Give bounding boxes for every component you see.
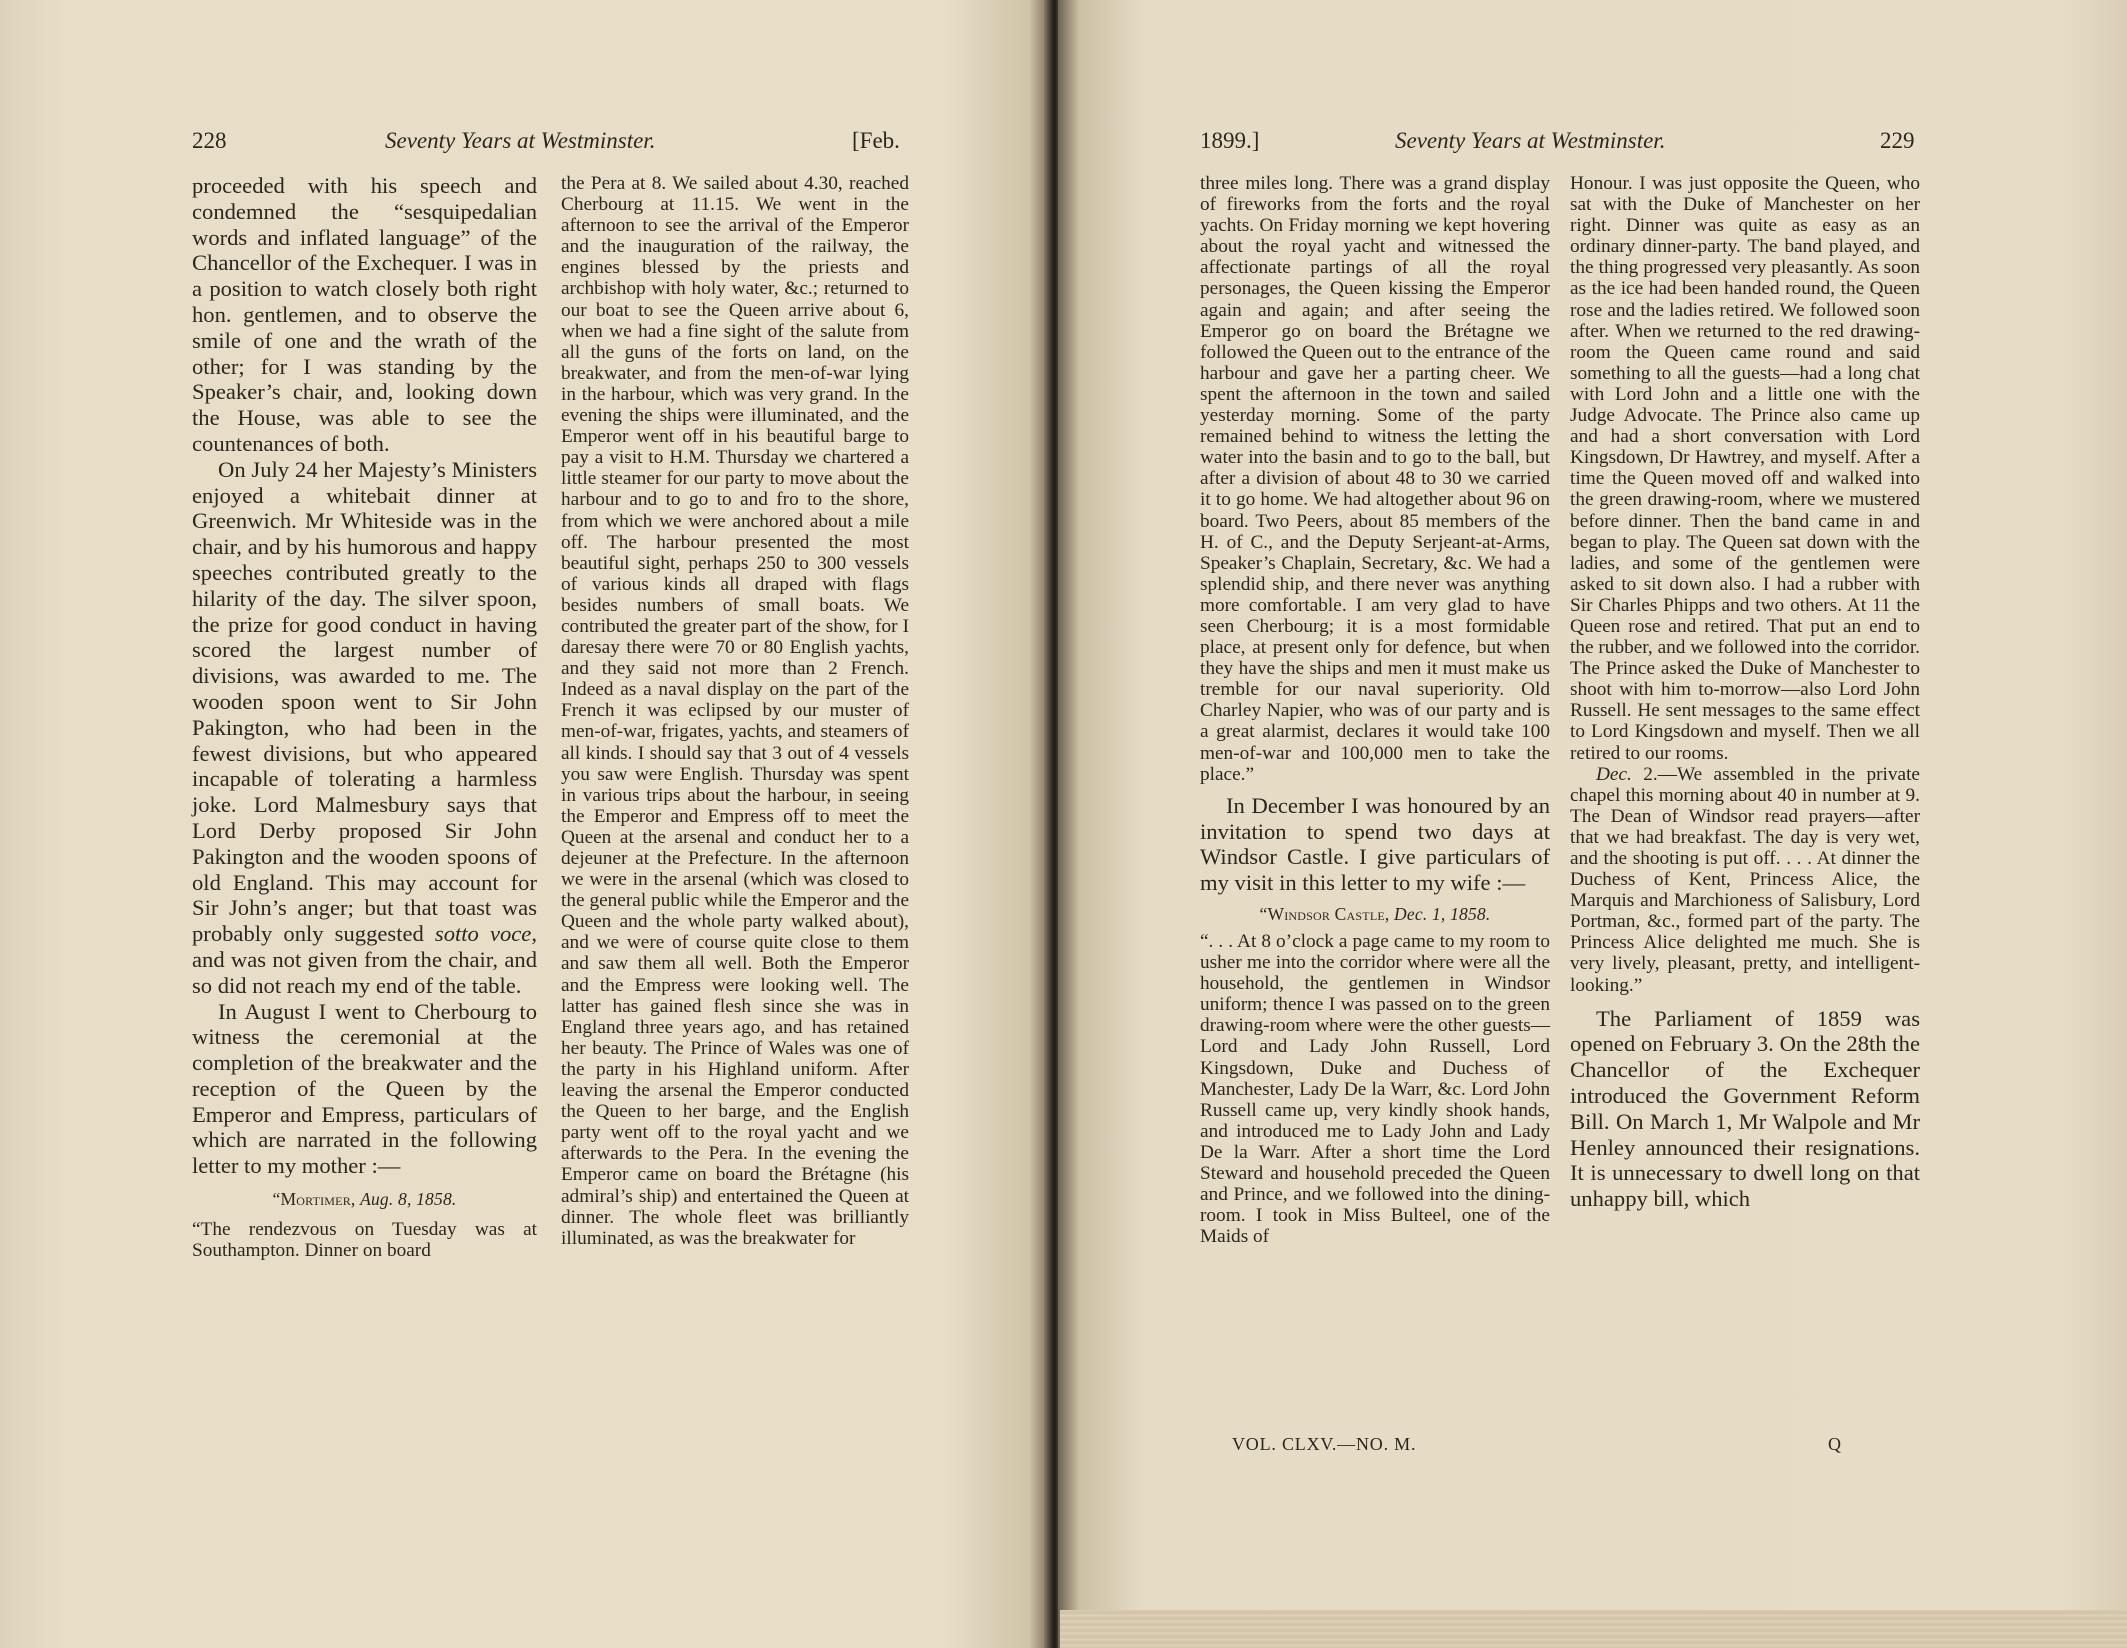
paragraph-text: , and was not given from the chair, and so did not reach my end of the table.: [192, 921, 537, 998]
left-column-1: [192, 173, 537, 1261]
letter-dateline: [1200, 904, 1550, 925]
paragraph: [192, 457, 537, 999]
paragraph: Honour. I was just opposite the Queen, who sat with the Duke of Manchester on her right. Dinner was quite as easy as an ordinary dinner-party. The band played, and the thing progressed very pleasantly. As soon as the ice had been handed round, the Queen rose and the ladies retired. We followed soon after. When we returned to the red drawing-room the Queen came round and said something to all the guests—had a long chat with Lord John and a little one with the Judge Advocate. The Prince also came up and had a short conversation with Lord Kingsdown, Dr Hawtrey, and myself. After a time the Queen moved off and walked into the green drawing-room, where we mustered before dinner. Then the band came in and began to play. The Queen sat down with the ladies, and some of the gentlemen were asked to sit down also. I had a rubber with Sir Charles Phipps and two others. At 11 the Queen rose and retired. That put an end to the rubber, and we followed into the corridor. The Prince asked the Duke of Manchester to shoot with him to-morrow—also Lord John Russell. He sent messages to the same effect to Lord Kingsdown and myself. Then we all retired to our rooms.: [1570, 173, 1920, 764]
paragraph: In December I was honoured by an invitation to spend two days at Windsor Castle. I give particulars of my visit in this letter to my wife :—: [1200, 792, 1550, 896]
dateline-place: “Mortimer,: [272, 1189, 356, 1210]
paragraph: proceeded with his speech and condemned the “sesquipedalian words and inflated language” of the Chancellor of the Exchequer. I was in a position to watch closely both right hon. gentlemen, and to observe the smile of one and the wrath of the other; for I was standing by the Speaker’s chair, and, looking down the House, was able to see the countenances of both.: [192, 173, 537, 456]
italic-date: Dec.: [1596, 763, 1632, 785]
dateline-place: “Windsor Castle,: [1259, 903, 1390, 924]
left-running-title: Seventy Years at Westminster.: [385, 128, 656, 153]
right-column-2: [1570, 173, 1920, 1212]
paragraph-text: 2.—We assembled in the private chapel this morning about 40 in number at 9. The Dean of Windsor read prayers—after that we had breakfast. The day is very wet, and the shooting is put off. . . . At dinner the Duchess of Kent, Princess Alice, the Marquis and Marchioness of Salisbury, Lord Portman, &c., formed part of the party. The Princess Alice delighted me much. She is very lively, pleasant, pretty, and intelligent-looking.”: [1570, 763, 1920, 996]
right-page-number: 229: [1880, 128, 1915, 153]
dateline-date: Dec. 1, 1858.: [1394, 903, 1491, 924]
signature-mark: Q: [1828, 1434, 1842, 1454]
right-running-title: Seventy Years at Westminster.: [1395, 128, 1666, 153]
right-column-1: [1200, 173, 1550, 1247]
right-running-year: 1899.]: [1200, 128, 1260, 153]
paragraph: the Pera at 8. We sailed about 4.30, reached Cherbourg at 11.15. We went in the afternoon to see the arrival of the Emperor and the inauguration of the railway, the engines blessed by the priests and archbishop with holy water, &c.; returned to our boat to see the Queen arrive about 6, when we had a fine sight of the salute from all the guns of the forts on land, on the breakwater, and from the men-of-war lying in the harbour, which was very grand. In the evening the ships were illuminated, and the Emperor went off in his beautiful barge to pay a visit to H.M. Thursday we chartered a little steamer for our party to move about the harbour and to go to and fro to the shore, from which we were anchored about a mile off. The harbour presented the most beautiful sight, perhaps 250 to 300 vessels of various kinds all draped with flags besides numbers of small boats. We contributed the greater part of the show, for I daresay there were 70 or 80 English yachts, and they said not more than 2 French. Indeed as a naval display on the part of the French it was eclipsed by our muster of men-of-war, frigates, yachts, and steamers of all kinds. I should say that 3 out of 4 vessels you saw were English. Thursday was spent in various trips about the harbour, in seeing the Emperor and Empress off to meet the Queen at the arsenal and conduct her to a dejeuner at the Prefecture. In the afternoon we were in the arsenal (which was closed to the general public while the Emperor and the Queen and the whole party walked about), and we were of course quite close to them and saw them all well. Both the Emperor and the Empress were looking well. The latter has gained flesh since she was in England three years ago, and has retained her beauty. The Prince of Wales was one of the party in his Highland uniform. After leaving the arsenal the Emperor conducted the Queen to her barge, and the English party went off to the royal yacht and we afterwards to the Pera. In the evening the Emperor came on board the Brétagne (his admiral’s ship) and entertained the Queen at dinner. The whole fleet was brilliantly illuminated, as was the breakwater for: [561, 173, 909, 1249]
paragraph: “The rendezvous on Tuesday was at Southampton. Dinner on board: [192, 1218, 537, 1261]
left-column-2: [561, 173, 909, 1249]
volume-signature: VOL. CLXV.—NO. M.: [1232, 1434, 1417, 1454]
paragraph: [1570, 764, 1920, 996]
paragraph: In August I went to Cherbourg to witness the ceremonial at the completion of the breakwater and the reception of the Queen by the Emperor and Empress, particulars of which are narrated in the following letter to my mother :—: [192, 998, 537, 1179]
paragraph: three miles long. There was a grand display of fireworks from the forts and the royal yachts. On Friday morning we kept hovering about the royal yacht and witnessed the affectionate partings of all the royal personages, the Queen kissing the Emperor again and again; and after seeing the Emperor go on board the Brétagne we followed the Queen out to the entrance of the harbour and gave her a parting cheer. We spent the afternoon in the town and sailed yesterday morning. Some of the party remained behind to witness the letting the water into the basin and to go to the ball, but after a division of about 48 to 30 we carried it to go home. We had altogether about 96 on board. Two Peers, about 85 members of the H. of C., and the Deputy Serjeant-at-Arms, Speaker’s Chaplain, Secretary, &c. We had a splendid ship, and there never was anything more comfortable. I am very glad to have seen Cherbourg; it is a most formidable place, at present only for defence, but when they have the ships and men it must make us tremble for our naval superiority. Old Charley Napier, who was of our party and is a great alarmist, declares it would take 100 men-of-war and 100,000 men to take the place.”: [1200, 173, 1550, 785]
left-running-month: [Feb.: [852, 128, 900, 153]
paragraph: “. . . At 8 o’clock a page came to my room to usher me into the corridor where were all the household, the gentlemen in Windsor uniform; thence I was passed on to the green drawing-room where were the other guests—Lord and Lady John Russell, Lord Kingsdown, Duke and Duchess of Manchester, Lady De la Warr, &c. Lord John Russell came up, very kindly shook hands, and introduced me to Lady John and Lady De la Warr. After a short time the Lord Steward and household preceded the Queen and Prince, and we followed into the dining-room. I took in Miss Bulteel, one of the Maids of: [1200, 931, 1550, 1248]
italic-phrase: sotto voce: [434, 921, 532, 947]
paragraph-text: On July 24 her Majesty’s Ministers enjoyed a whitebait dinner at Greenwich. Mr Whiteside was in the chair, and by his humorous and happy speeches contributed greatly to the hilarity of the day. The silver spoon, the prize for good conduct in having scored the largest number of divisions, was awarded to me. The wooden spoon went to Sir John Pakington, who had been in the fewest divisions, but who appeared incapable of tolerating a harmless joke. Lord Malmesbury says that Lord Derby proposed Sir John Pakington and the wooden spoons of old England. This may account for Sir John’s anger; but that toast was probably only suggested: [192, 456, 537, 947]
paragraph: The Parliament of 1859 was opened on February 3. On the 28th the Chancellor of the Exchequer introduced the Government Reform Bill. On March 1, Mr Walpole and Mr Henley announced their resignations. It is unnecessary to dwell long on that unhappy bill, which: [1570, 1005, 1920, 1212]
page-edge: [1060, 1610, 2127, 1648]
left-page-number: 228: [192, 128, 227, 153]
letter-dateline: [192, 1187, 537, 1213]
dateline-date: Aug. 8, 1858.: [360, 1189, 457, 1210]
right-running-head: [0, 128, 2127, 158]
